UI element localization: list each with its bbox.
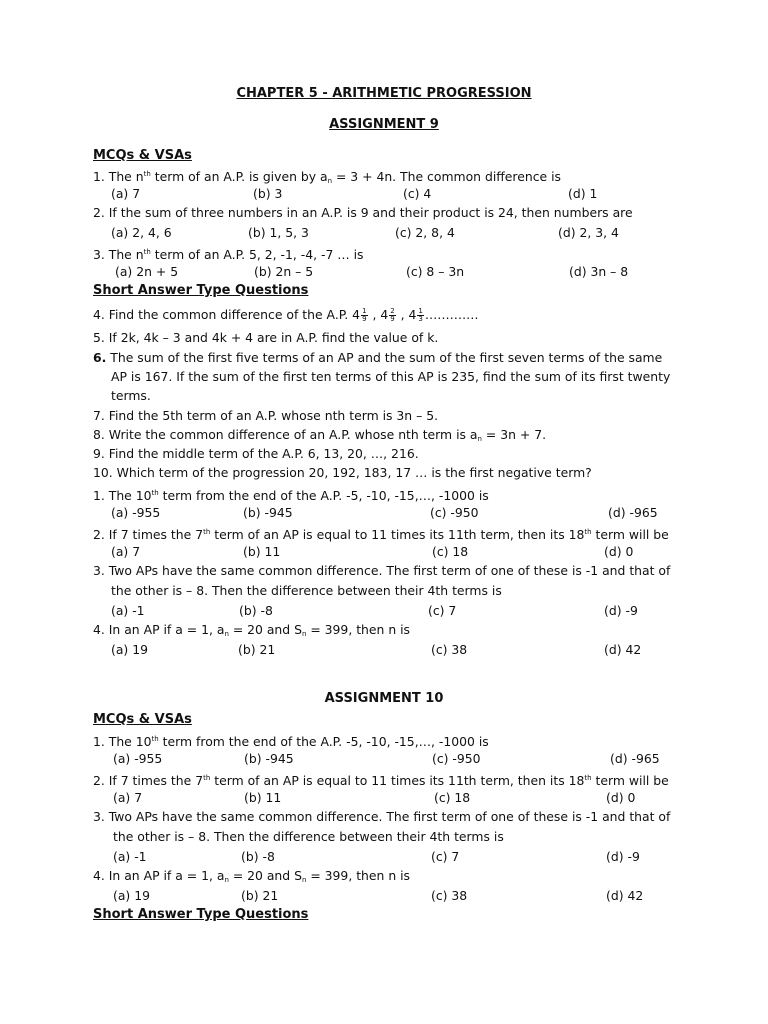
mcq-heading: MCQs & VSAs (93, 148, 192, 163)
option-d: (d) 0 (604, 544, 634, 559)
option-d: (d) 0 (606, 790, 636, 805)
question-3: 3. The $n^{th}$ term of an A.P. 5, 2, -1, -4, -7 … is (93, 247, 364, 262)
option-b: (b) -8 (239, 603, 273, 618)
option-c: (c) 18 (432, 544, 469, 559)
option-b: (b) 1, 5, 3 (248, 225, 309, 240)
option-d: (d) -965 (608, 505, 658, 520)
option-b: (b) 2n – 5 (254, 264, 314, 279)
option-b: (b) -945 (244, 751, 294, 766)
option-d: (d) -9 (604, 603, 638, 618)
mcq-1: 1. The 10th term from the end of the A.P. -5, -10, -15,…, -1000 is (93, 734, 489, 749)
short-question-7: 7. Find the 5th term of an A.P. whose nth term is 3n – 5. (93, 408, 439, 423)
option-b: (b) 11 (244, 790, 282, 805)
option-d: (d) -9 (606, 849, 640, 864)
option-c: (c) -950 (430, 505, 479, 520)
option-a: (a) 19 (111, 642, 148, 657)
mcq-3-line2: the other is – 8. Then the difference between their 4th terms is (111, 583, 502, 598)
option-d: (d) -965 (610, 751, 660, 766)
mcq-3: 3. Two APs have the same common difference. The first term of one of these is -1 and that of (93, 809, 671, 824)
mcq-3-line2: the other is – 8. Then the difference between their 4th terms is (113, 829, 504, 844)
mcq-2: 2. If 7 times the 7th term of an AP is equal to 11 times its 11th term, then its 18th term will be (93, 773, 669, 788)
mcq-4: 4. In an AP if a = 1, $a_n = 20$ and $S_n = 399$, then n is (93, 622, 411, 638)
option-c: (c) 7 (428, 603, 457, 618)
option-b: (b) 11 (243, 544, 281, 559)
option-b: (b) 21 (241, 888, 279, 903)
question-1: 1. The $n^{th}$ term of an A.P. is given by $a_n = 3 + 4n$. The common difference is (93, 169, 561, 185)
option-a: (a) 19 (113, 888, 150, 903)
option-b: (b) -8 (241, 849, 275, 864)
option-d: (d) 42 (604, 642, 642, 657)
option-b: (b) -945 (243, 505, 293, 520)
short-question-6-line2: AP is 167. If the sum of the first ten terms of this AP is 235, find the sum of its first twenty (111, 369, 671, 384)
mcq-4: 4. In an AP if a = 1, $a_n = 20$ and $S_n = 399$, then n is (93, 868, 411, 884)
option-c: (c) 18 (434, 790, 471, 805)
short-question-9: 9. Find the middle term of the A.P. 6, 13, 20, …, 216. (93, 446, 419, 461)
mcq-1: 1. The 10th term from the end of the A.P. -5, -10, -15,…, -1000 is (93, 488, 489, 503)
option-c: (c) 38 (431, 642, 468, 657)
option-a: (a) -955 (111, 505, 161, 520)
fraction: $\frac{1}{3}$ (418, 307, 423, 323)
option-c: (c) 38 (431, 888, 468, 903)
option-a: (a) 7 (111, 544, 141, 559)
option-a: (a) 2n + 5 (115, 264, 179, 279)
mcq-3: 3. Two APs have the same common difference. The first term of one of these is -1 and that of (93, 563, 671, 578)
option-a: (a) -955 (113, 751, 163, 766)
short-question-6-line3: terms. (111, 388, 151, 403)
mcq-2: 2. If 7 times the 7th term of an AP is equal to 11 times its 11th term, then its 18th term will be (93, 527, 669, 542)
option-a: (a) 7 (113, 790, 143, 805)
option-b: (b) 3 (253, 186, 283, 201)
option-c: (c) 8 – 3n (406, 264, 465, 279)
short-question-4: 4. Find the common difference of the A.P. 4 $\frac{1}{9}$ , 4 $\frac{2}{9}$ , 4 $\frac{1}{3}$ …………. (93, 307, 479, 323)
option-c: (c) -950 (432, 751, 481, 766)
short-question-5: 5. If 2k, 4k – 3 and 4k + 4 are in A.P. find the value of k. (93, 330, 439, 345)
option-d: (d) 3n – 8 (569, 264, 629, 279)
mcq-heading: MCQs & VSAs (93, 712, 192, 727)
assignment-9-title: ASSIGNMENT 9 (329, 117, 439, 132)
fraction: $\frac{1}{9}$ (362, 307, 367, 323)
option-c: (c) 4 (403, 186, 432, 201)
option-d: (d) 1 (568, 186, 598, 201)
option-a: (a) -1 (111, 603, 145, 618)
chapter-title: CHAPTER 5 - ARITHMETIC PROGRESSION (236, 86, 532, 101)
option-c: (c) 7 (431, 849, 460, 864)
option-c: (c) 2, 8, 4 (395, 225, 455, 240)
option-d: (d) 42 (606, 888, 644, 903)
option-d: (d) 2, 3, 4 (558, 225, 619, 240)
option-a: (a) 7 (111, 186, 141, 201)
option-b: (b) 21 (238, 642, 276, 657)
short-question-6: 6. The sum of the first five terms of an AP and the sum of the first seven terms of the same (93, 350, 663, 365)
option-a: (a) 2, 4, 6 (111, 225, 172, 240)
short-answer-heading: Short Answer Type Questions (93, 283, 309, 298)
short-question-8: 8. Write the common difference of an A.P. whose nth term is $a_n = 3n + 7$. (93, 427, 547, 443)
assignment-10-title: ASSIGNMENT 10 (324, 691, 444, 706)
option-a: (a) -1 (113, 849, 147, 864)
fraction: $\frac{2}{9}$ (390, 307, 395, 323)
short-answer-heading: Short Answer Type Questions (93, 907, 309, 922)
question-2: 2. If the sum of three numbers in an A.P. is 9 and their product is 24, then numbers are (93, 205, 633, 220)
short-question-10: 10. Which term of the progression 20, 192, 183, 17 … is the first negative term? (93, 465, 592, 480)
